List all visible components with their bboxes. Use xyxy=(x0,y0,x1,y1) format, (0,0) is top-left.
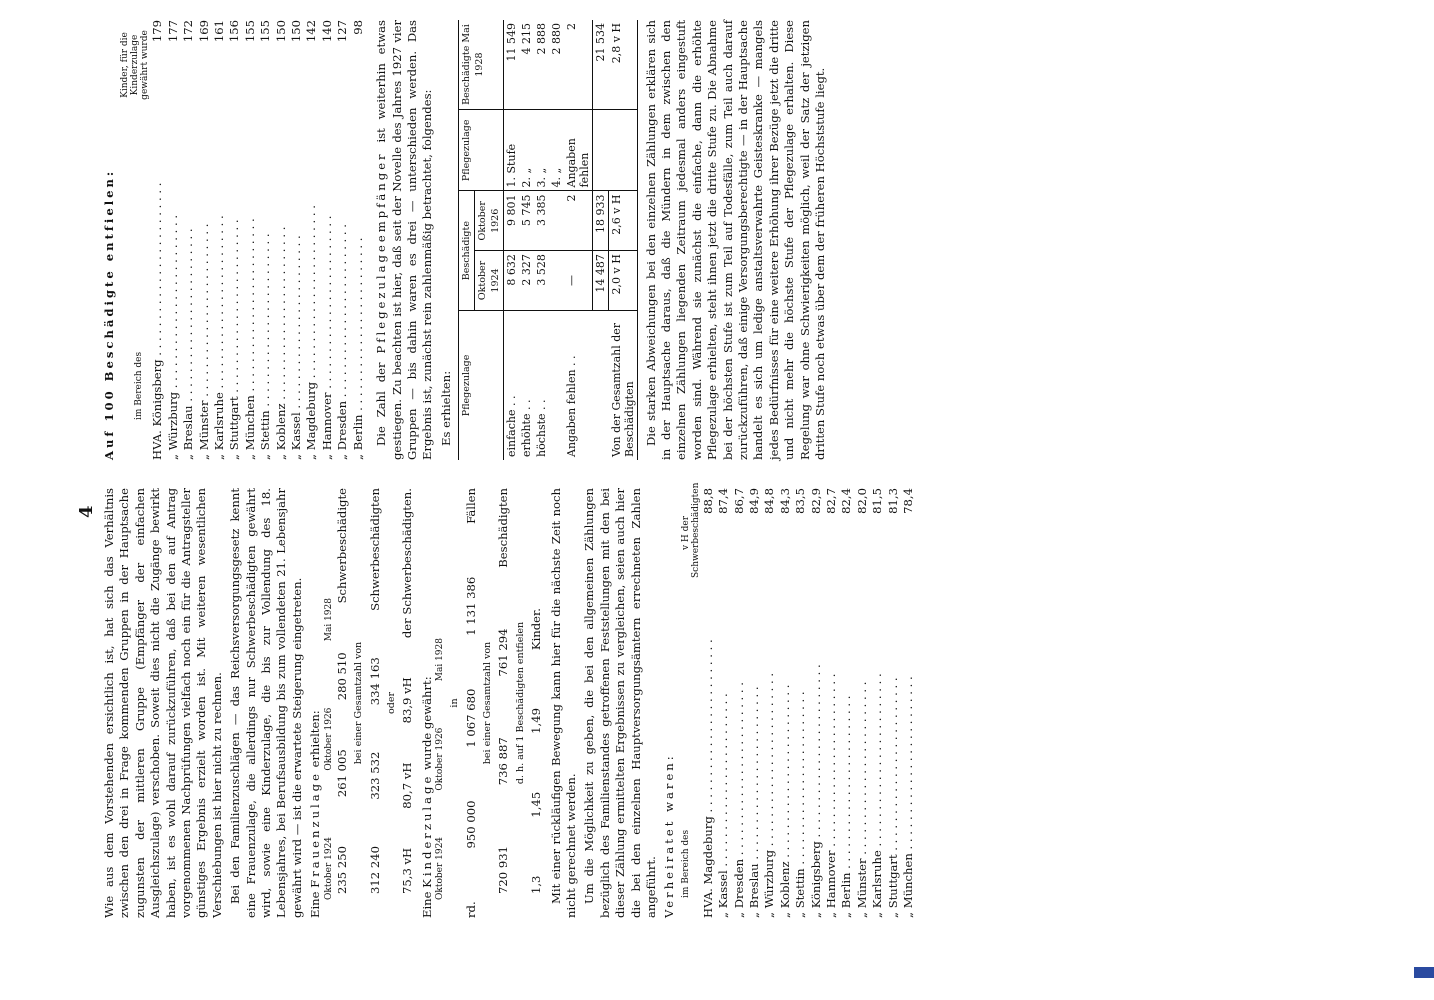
verheiratet-header xyxy=(680,482,701,918)
value-1928: 280 510 xyxy=(334,652,349,701)
frauenzulage-percent xyxy=(400,488,415,918)
list-item xyxy=(701,488,716,918)
list-item-value: 87,4 xyxy=(716,488,731,514)
list-item-value: 88,8 xyxy=(700,488,715,514)
header-right: v H der Schwerbeschädigten xyxy=(680,482,701,578)
table-row-sum xyxy=(593,20,609,460)
list-item-place: „ Magdeburg . . . xyxy=(304,90,319,460)
verheiratet-table xyxy=(662,482,916,918)
list-item-place: „ Berlin . . . xyxy=(351,90,366,460)
list-item-value: 150 xyxy=(289,20,304,43)
kinder-header xyxy=(120,20,150,460)
unit-label: Beschädigten xyxy=(496,488,511,568)
table-row xyxy=(534,20,549,460)
frauenzulage-totals xyxy=(368,488,383,918)
value-1928: 1 131 386 xyxy=(463,576,478,636)
list-item-value: 161 xyxy=(212,20,227,43)
table-cell-c: 3 385 xyxy=(534,191,549,251)
total-1924: 720 931 xyxy=(496,846,511,894)
frauenzulage-header xyxy=(324,488,335,918)
column-left xyxy=(102,482,917,918)
list-item-place: „ Karlsruhe . . . xyxy=(212,90,227,460)
cell-empty xyxy=(609,110,638,191)
list-item-place: „ Würzburg . . . xyxy=(166,90,181,460)
list-item-place: „ Königsberg . . . xyxy=(809,558,824,918)
list-item xyxy=(839,488,854,918)
header-mai-1928: Mai 1928 xyxy=(323,598,334,642)
list-item xyxy=(227,20,242,460)
total-1926: 736 887 xyxy=(496,737,511,786)
list-item-value: 179 xyxy=(150,20,165,43)
list-item-value: 82,7 xyxy=(824,488,839,514)
kinderzulage-totals xyxy=(496,488,511,918)
cell-sum-1926: 18 933 xyxy=(593,191,609,251)
list-item-place: „ Münster . . . xyxy=(197,90,212,460)
list-item-place: „ Hannover . . . xyxy=(320,90,335,460)
list-item xyxy=(809,488,824,918)
paragraph-pflegezulage xyxy=(374,20,436,460)
caption-in: in xyxy=(449,698,461,708)
list-item-place: „ München . . . xyxy=(243,90,258,460)
table-row-angaben xyxy=(564,20,593,460)
pflegezulage-table xyxy=(458,20,638,460)
caption-ratio: d. h. auf 1 Beschädigten entfielen xyxy=(514,621,526,785)
list-item-place: HVA. Magdeburg . . . xyxy=(701,558,716,918)
list-item xyxy=(181,20,196,460)
value-1924: 950 000 xyxy=(463,800,478,849)
list-item-place: HVA. Königsberg . . . xyxy=(150,90,165,460)
table-cell-b: 3 528 xyxy=(534,251,549,311)
list-item-value: 142 xyxy=(304,20,319,43)
list-item-value: 155 xyxy=(258,20,273,43)
table-row xyxy=(549,20,564,460)
list-item xyxy=(166,20,181,460)
th-okt-1926: Oktober 1926 xyxy=(475,191,504,251)
list-item-value: 127 xyxy=(335,20,350,43)
list-item-value: 82,4 xyxy=(839,488,854,514)
list-item-value: 81,3 xyxy=(885,488,900,514)
table-cell-e: 2 888 xyxy=(534,20,549,110)
kinderzulage-header xyxy=(435,488,446,918)
cell-von-1926: 2,6 v H xyxy=(609,191,638,251)
kinderzulage-values xyxy=(464,488,479,918)
th-beschaedigte: Beschädigte xyxy=(459,191,475,310)
list-item-place: „ Würzburg . . . xyxy=(762,558,777,918)
list-item-value: 84,9 xyxy=(747,488,762,514)
list-item-value: 177 xyxy=(165,20,180,43)
unit-label: Schwerbeschädigte xyxy=(334,488,349,604)
table-cell-d: 1. Stufe xyxy=(504,110,520,191)
header-mai-1928: Mai 1928 xyxy=(435,638,446,682)
header-okt-1926: Oktober 1926 xyxy=(435,727,446,791)
header-left: im Bereich des xyxy=(134,351,145,420)
list-item-value: 86,7 xyxy=(731,488,746,514)
table-row xyxy=(519,20,534,460)
list-item xyxy=(243,20,258,460)
table-cell-a: erhöhte . . xyxy=(520,399,534,457)
header-right: Kinder, für die Kinderzulage gewährt wurde xyxy=(120,30,151,100)
total-1924: 312 240 xyxy=(367,846,382,894)
list-item-place: „ Hannover . . . xyxy=(824,558,839,918)
list-item xyxy=(258,20,273,460)
table-cell-b xyxy=(549,251,564,311)
p1-post: ist weiterhin etwas gestiegen. Zu beachten ist hier, daß seit der Novelle des Jahres 1927 vier Gruppen — bis dahin waren es drei — unterschieden werden. Das Ergebnis ist, zunächst rein zahlenmäßig betrachtet, folgendes: xyxy=(374,20,435,460)
th-pflegezulage-2: Pflegezulage xyxy=(459,110,504,191)
list-item-value: 78,4 xyxy=(901,488,916,514)
intro-pre: Eine xyxy=(308,887,323,918)
list-item-place: „ München . . . xyxy=(901,558,916,918)
cell-angaben: Angaben fehlen . . xyxy=(565,355,579,457)
percent-1926: 80,7 vH xyxy=(400,762,415,809)
list-item xyxy=(335,20,350,460)
table-cell-a: einfache . . xyxy=(505,395,519,457)
kinder-title: Auf 100 Beschädigte entfielen: xyxy=(102,168,116,460)
list-item-value: 81,5 xyxy=(870,488,885,514)
paragraph-vergleich: Um die Möglichkeit zu geben, die bei den allgemeinen Zählungen bezüglich des Familienstandes getroffenen Feststellungen mit den bei dieser Zählung ermittelten Ergebnissen zu vergleichen, seien auch hier die bei den einzelnen Hauptversorgungsämtern errechneten Zahlen angeführt. xyxy=(582,488,658,918)
p1-pre: Die Zahl der xyxy=(374,353,389,446)
verheiratet-title: Verheiratet waren: xyxy=(662,753,677,918)
table-row-vonhundert xyxy=(609,20,638,460)
total-1928: 761 294 xyxy=(496,628,511,677)
cell-sum-1928: 21 534 xyxy=(593,20,609,110)
list-item-place: „ Kassel . . . xyxy=(716,558,731,918)
list-item xyxy=(870,488,885,918)
list-item xyxy=(855,488,870,918)
total-1928: 334 163 xyxy=(367,657,382,706)
frauenzulage-block xyxy=(308,488,415,918)
page-number: 4 xyxy=(76,505,97,518)
cell-von-1928: 2,8 v H xyxy=(609,20,638,110)
list-item-value: 172 xyxy=(181,20,196,43)
header-okt-1924: Oktober 1924 xyxy=(435,836,446,900)
cell-ang-1924: — xyxy=(564,251,593,311)
table-cell-c: 5 745 xyxy=(519,191,534,251)
list-item-value: 98 xyxy=(350,20,365,35)
list-item-value: 82,0 xyxy=(854,488,869,514)
kinderzulage-ratio xyxy=(529,488,544,918)
list-item xyxy=(320,20,335,460)
list-item-place: „ Dresden . . . xyxy=(732,558,747,918)
digitization-note xyxy=(1418,12,1432,982)
caption-gesamtzahl: bei einer Gesamtzahl von xyxy=(481,641,493,765)
unit-label: der Schwerbeschädigten. xyxy=(400,488,415,639)
caption-gesamtzahl: bei einer Gesamtzahl von xyxy=(353,641,365,765)
table-cell-a xyxy=(549,310,564,460)
cell-empty xyxy=(593,310,609,460)
list-item-place: „ Münster . . . xyxy=(855,558,870,918)
table-cell-c xyxy=(549,191,564,251)
cell-empty xyxy=(593,110,609,191)
es-erhielten: Es erhielten: xyxy=(438,370,453,446)
list-item xyxy=(778,488,793,918)
kinderzulage-intro xyxy=(420,488,435,918)
table-cell-a: höchste . . xyxy=(535,399,549,457)
ratio-1924: 1,3 xyxy=(529,875,544,894)
list-item-value: 84,3 xyxy=(777,488,792,514)
list-item-place: „ Kassel . . . xyxy=(289,90,304,460)
frauenzulage-intro xyxy=(308,488,323,918)
table-cell-b: 8 632 xyxy=(504,251,520,311)
kinder-table xyxy=(102,20,366,460)
dfg-logo xyxy=(1414,967,1434,978)
list-item xyxy=(886,488,901,918)
list-item xyxy=(304,20,319,460)
kinder-rows xyxy=(150,20,366,460)
paragraph-abweichungen: Die starken Abweichungen bei den einzelnen Zählungen erklären sich in der Hauptsache daraus, daß die Mündern in dem zwischen den einzelnen Zählungen liegenden Zeitraum jedesmal anders eingestuft worden sind. Während sie zunächst die einfache, dann die erhöhte Pflegezulage erhielten, steht ihnen jetzt die dritte Stufe zu. Die Abnahme bei der höchsten Stufe ist zum Teil auf Todesfälle, zum Teil auch darauf zurückzuführen, daß einige Versorgungsberechtigte — in der Hauptsache handelt es sich um ledige anstaltsverwahrte Geisteskranke — mangels jedes Bedürfnisses für eine weitere Erhöhung ihrer Bezüge jetzt die dritte und nicht mehr die höchste Stufe der Pflegezulage erhalten. Diese Regelung war ohne Schwierigkeiten möglich, weil der Satz der jetzigen dritten Stufe noch etwas über dem der früheren Höchststufe liegt. xyxy=(643,20,828,460)
cell-ang-label: Angaben fehlen xyxy=(564,110,593,191)
unit-label: Schwerbeschädigten xyxy=(367,488,382,611)
list-item-value: 82,9 xyxy=(808,488,823,514)
list-item-value: 156 xyxy=(227,20,242,43)
percent-1928: 83,9 vH xyxy=(400,677,415,724)
list-item xyxy=(274,20,289,460)
column-right xyxy=(102,20,832,460)
list-item-value: 150 xyxy=(273,20,288,43)
list-item-place: „ Stettin . . . xyxy=(258,90,273,460)
list-item xyxy=(197,20,212,460)
ratio-1926: 1,45 xyxy=(529,791,544,818)
cell-sum-1924: 14 487 xyxy=(593,251,609,311)
list-item xyxy=(150,20,165,460)
table-row xyxy=(504,20,520,460)
unit-label: Fällen xyxy=(463,488,478,524)
list-item xyxy=(716,488,731,918)
list-item-place: „ Koblenz . . . xyxy=(274,90,289,460)
table-cell-d: 3. „ xyxy=(534,110,549,191)
value-1924: 235 250 xyxy=(334,846,349,894)
table-cell-d: 2. „ xyxy=(519,110,534,191)
list-item xyxy=(747,488,762,918)
cell-ang-1926: 2 xyxy=(564,191,593,251)
list-item-place: „ Stettin . . . xyxy=(793,558,808,918)
list-item-place: „ Stuttgart . . . xyxy=(886,558,901,918)
unit-label: Kinder. xyxy=(529,608,544,651)
intro-spaced: Kinderzulage xyxy=(419,773,434,888)
frauenzulage-values xyxy=(335,488,350,918)
list-item-place: „ Karlsruhe . . . xyxy=(870,558,885,918)
value-1926: 261 005 xyxy=(334,749,349,798)
list-item-place: „ Breslau . . . xyxy=(747,558,762,918)
list-item-place: „ Berlin . . . xyxy=(839,558,854,918)
list-item-place: „ Breslau . . . xyxy=(181,90,196,460)
kinderzulage-block xyxy=(420,488,545,918)
list-item-value: 84,8 xyxy=(762,488,777,514)
header-okt-1926: Oktober 1926 xyxy=(323,707,334,771)
cell-von-label: Von der Gesamtzahl der Beschädigten xyxy=(609,310,638,460)
caption-oder: oder xyxy=(385,692,397,714)
intro-spaced: Frauenzulage xyxy=(308,771,323,888)
verheiratet-rows xyxy=(701,488,917,918)
cell-von-1924: 2,0 v H xyxy=(609,251,638,311)
paragraph-ruecklaeufig: Mit einer rückläufigen Bewegung kann hier für die nächste Zeit noch nicht gerechnet werden. xyxy=(548,488,578,918)
table-cell-d: 4. „ xyxy=(549,110,564,191)
list-item xyxy=(289,20,304,460)
list-item-value: 83,5 xyxy=(793,488,808,514)
intro-post: erhielten: xyxy=(308,710,323,772)
list-item-place: „ Stuttgart . . . xyxy=(227,90,242,460)
rotated-page xyxy=(76,20,1310,930)
list-item-value: 155 xyxy=(242,20,257,43)
table-cell-e: 11 549 xyxy=(504,20,520,110)
th-pflegezulage: Pflegezulage xyxy=(459,310,504,460)
list-item xyxy=(762,488,777,918)
table-cell-e: 4 215 xyxy=(519,20,534,110)
th-okt-1924: Oktober 1924 xyxy=(475,251,504,311)
list-item xyxy=(793,488,808,918)
intro-pre: Eine xyxy=(419,887,434,918)
th-mai-1928: Beschädigte Mai 1928 xyxy=(459,20,504,110)
table-cell-e: 2 880 xyxy=(549,20,564,110)
ratio-1928: 1,49 xyxy=(529,708,544,734)
percent-1924: 75,3 vH xyxy=(400,847,415,894)
list-item-value: 169 xyxy=(196,20,211,43)
header-okt-1924: Oktober 1924 xyxy=(323,836,334,900)
table-cell-c: 9 801 xyxy=(504,191,520,251)
paragraph-familienzuschlaege: Bei den Familienzuschlägen — das Reichsversorgungsgesetz kennt eine Frauenzulage, die allerdings nur Schwerbeschädigten gewährt wird, sowie eine Kinderzulage, die bis zur Vollendung des 18. Lebensjahres, bei Berufsausbildung bis zum vollendeten 21. Lebensjahr gewährt wird — ist die erwartete Steigerung eingetreten. xyxy=(228,488,304,918)
list-item xyxy=(824,488,839,918)
table-cell-b: 2 327 xyxy=(519,251,534,311)
list-item xyxy=(901,488,916,918)
p1-spaced: Pflegezulageempfänger xyxy=(374,151,389,354)
paragraph-intro: Wie aus dem Vorstehenden ersichtlich ist, hat sich das Verhältnis zwischen den drei in Frage kommenden Gruppen in der Hauptsache zugunsten der mittleren Gruppe (Empfänger der einfachen Ausgleichszulage) verschoben. Soweit dies nicht die Zugänge bewirkt haben, ist es wohl darauf zurückzuführen, daß bei den auf Antrag vorgenommenen Nachprüfungen vielfach noch ein für die Antragsteller günstiges Ergebnis erzielt worden ist. Mit weiteren wesentlichen Verschiebungen ist hier nicht zu rechnen. xyxy=(102,488,224,918)
list-item-value: 140 xyxy=(319,20,334,43)
list-item-place: „ Koblenz . . . xyxy=(778,558,793,918)
table-body xyxy=(504,20,565,460)
list-item xyxy=(212,20,227,460)
list-item xyxy=(351,20,366,460)
list-item xyxy=(732,488,747,918)
table-header-row xyxy=(459,20,475,460)
lead-rd: rd. xyxy=(463,901,478,918)
value-1926: 1 067 680 xyxy=(463,688,478,748)
header-left: im Bereich des xyxy=(680,829,691,898)
list-item-place: „ Dresden . . . xyxy=(335,90,350,460)
intro-post: wurde gewährt: xyxy=(419,676,434,774)
total-1926: 323 532 xyxy=(367,751,382,800)
cell-ang-1928: 2 xyxy=(564,20,593,110)
